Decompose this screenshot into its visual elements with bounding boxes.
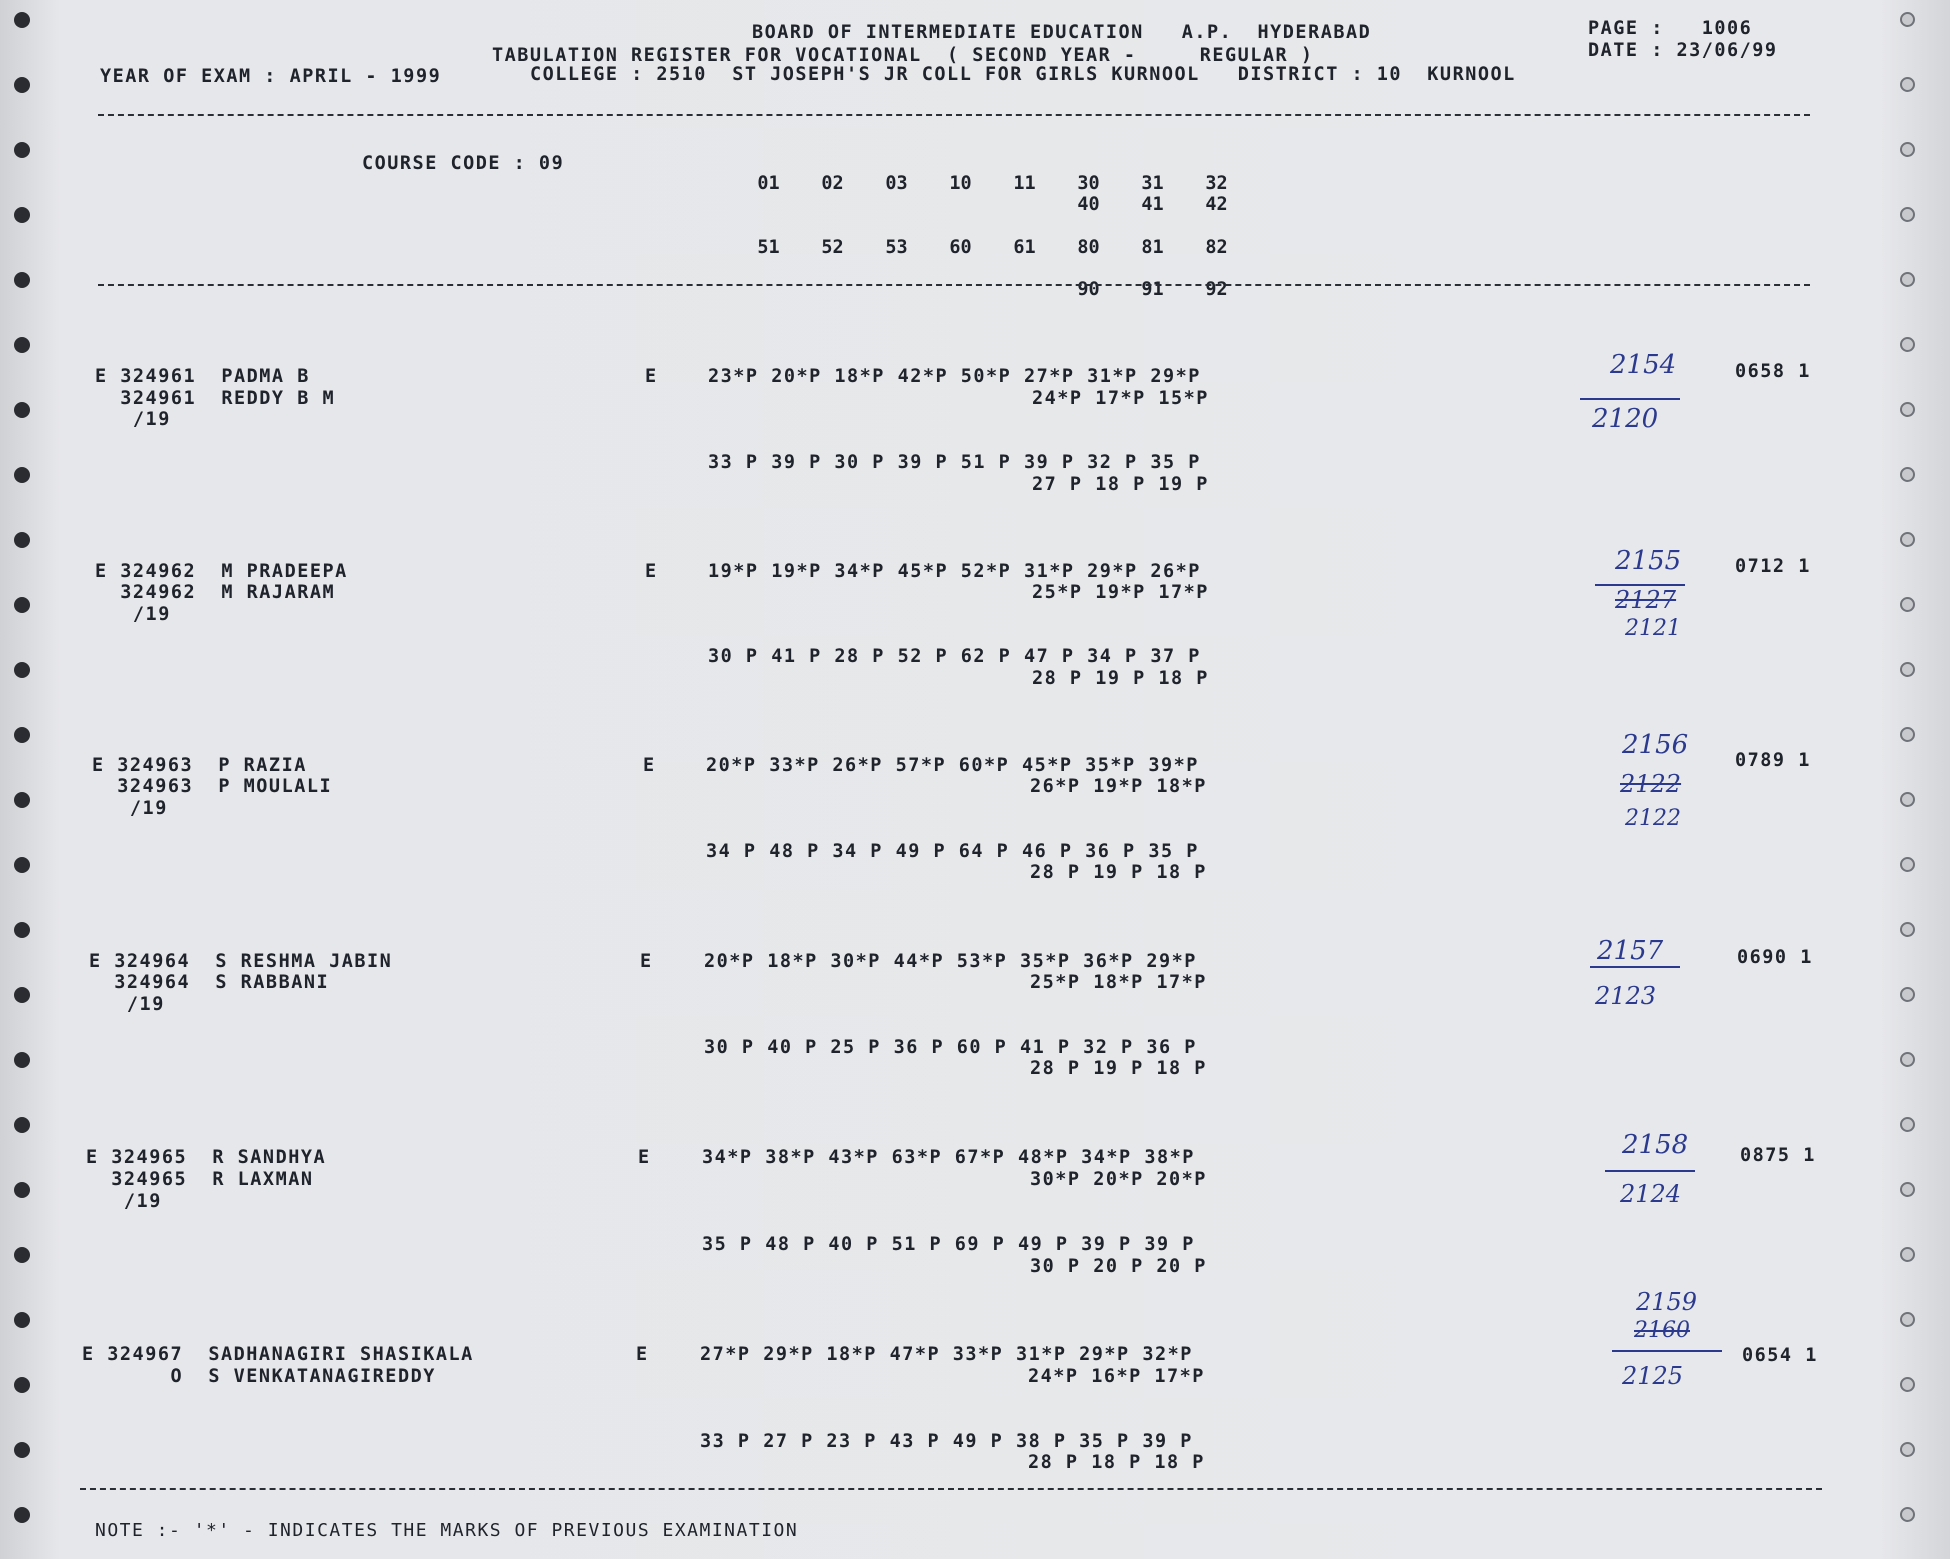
student-category: E [645, 366, 658, 387]
student-group: /19 [95, 409, 171, 430]
marks-row-1: 27*P 29*P 18*P 47*P 33*P 31*P 29*P 32*P [700, 1344, 1193, 1365]
feed-hole [14, 1442, 30, 1458]
feed-hole [1900, 402, 1915, 417]
total-result: 0690 1 [1737, 947, 1813, 968]
handwritten-number: 2154 [1610, 350, 1677, 380]
subject-code: 31 [1141, 173, 1164, 194]
handwritten-rule [1612, 1350, 1722, 1352]
feed-hole [1900, 662, 1915, 677]
student-category: E [636, 1344, 649, 1365]
feed-hole [1900, 142, 1915, 157]
feed-hole [14, 12, 30, 28]
marks-row-3: 33 P 27 P 23 P 43 P 49 P 38 P 35 P 39 P [700, 1431, 1193, 1452]
marks-row-1: 20*P 33*P 26*P 57*P 60*P 45*P 35*P 39*P [706, 755, 1199, 776]
subject-code: 40 [1077, 194, 1100, 215]
feed-hole [1900, 857, 1915, 872]
feed-hole [14, 337, 30, 353]
handwritten-number: 2155 [1615, 546, 1682, 576]
subject-code: 30 [1077, 173, 1100, 194]
subject-code: 51 [757, 237, 780, 258]
total-result: 0875 1 [1740, 1145, 1816, 1166]
feed-hole [14, 1052, 30, 1068]
student-id-name: E 324961 PADMA B [95, 366, 310, 387]
subject-code: 01 [757, 173, 780, 194]
feed-hole [1900, 1442, 1915, 1457]
marks-row-3: 34 P 48 P 34 P 49 P 64 P 46 P 36 P 35 P [706, 841, 1199, 862]
total-result: 0654 1 [1742, 1345, 1818, 1366]
subject-code: 81 [1141, 237, 1164, 258]
register-title: TABULATION REGISTER FOR VOCATIONAL ( SECOND YEAR - REGULAR ) [492, 45, 1314, 66]
feed-hole [14, 662, 30, 678]
feed-hole [1900, 1052, 1915, 1067]
feed-hole [14, 1377, 30, 1393]
feed-hole [14, 1247, 30, 1263]
feed-hole [1900, 1507, 1915, 1522]
subject-code: 02 [821, 173, 844, 194]
print-date: DATE : 23/06/99 [1588, 40, 1778, 61]
marks-row-2: 26*P 19*P 18*P [1030, 776, 1207, 797]
feed-hole [1900, 922, 1915, 937]
feed-hole [1900, 532, 1915, 547]
feed-hole [14, 922, 30, 938]
feed-hole [1900, 207, 1915, 222]
student-id-parent: 324965 R LAXMAN [86, 1169, 314, 1190]
subject-code: 91 [1141, 279, 1164, 300]
feed-hole [14, 207, 30, 223]
feed-hole [1900, 337, 1915, 352]
student-id-name: E 324965 R SANDHYA [86, 1147, 327, 1168]
subject-code: 10 [949, 173, 972, 194]
feed-hole [1900, 987, 1915, 1002]
student-id-name: E 324967 SADHANAGIRI SHASIKALA [82, 1344, 474, 1365]
feed-hole [1900, 1117, 1915, 1132]
feed-hole [1900, 1377, 1915, 1392]
feed-hole [1900, 597, 1915, 612]
subject-code: 82 [1205, 237, 1228, 258]
board-title: BOARD OF INTERMEDIATE EDUCATION A.P. HYDERABAD [752, 22, 1372, 43]
footer-divider [80, 1488, 1822, 1490]
student-group: /19 [89, 994, 165, 1015]
feed-hole [14, 597, 30, 613]
feed-hole [14, 1117, 30, 1133]
marks-row-3: 33 P 39 P 30 P 39 P 51 P 39 P 32 P 35 P [708, 452, 1201, 473]
feed-hole [14, 1312, 30, 1328]
handwritten-number: 2125 [1622, 1362, 1684, 1390]
footer-note: NOTE :- '*' - INDICATES THE MARKS OF PREVIOUS EXAMINATION [95, 1520, 799, 1541]
feed-hole [1900, 727, 1915, 742]
student-group: /19 [92, 798, 168, 819]
student-id-name: E 324964 S RESHMA JABIN [89, 951, 393, 972]
student-id-parent: 324964 S RABBANI [89, 972, 330, 993]
student-id-name: E 324962 M PRADEEPA [95, 561, 348, 582]
marks-row-1: 19*P 19*P 34*P 45*P 52*P 31*P 29*P 26*P [708, 561, 1201, 582]
handwritten-rule [1590, 966, 1680, 968]
feed-hole [1900, 792, 1915, 807]
marks-row-2: 25*P 19*P 17*P [1032, 582, 1209, 603]
handwritten-number: 2158 [1622, 1130, 1689, 1160]
handwritten-number: 2120 [1592, 404, 1659, 434]
handwritten-number: 2156 [1622, 730, 1689, 760]
subject-code: 41 [1141, 194, 1164, 215]
subject-code: 92 [1205, 279, 1228, 300]
marks-row-4: 28 P 18 P 18 P [1028, 1452, 1205, 1473]
marks-row-4: 28 P 19 P 18 P [1032, 668, 1209, 689]
student-category: E [638, 1147, 651, 1168]
handwritten-rule [1605, 1170, 1695, 1172]
handwritten-number: 2122 [1620, 770, 1682, 798]
marks-row-3: 30 P 40 P 25 P 36 P 60 P 41 P 32 P 36 P [704, 1037, 1197, 1058]
feed-hole [14, 272, 30, 288]
feed-hole [14, 532, 30, 548]
marks-row-3: 35 P 48 P 40 P 51 P 69 P 49 P 39 P 39 P [702, 1234, 1195, 1255]
feed-hole [14, 402, 30, 418]
subject-code: 11 [1013, 173, 1036, 194]
handwritten-number: 2160 [1634, 1318, 1690, 1343]
course-subjects-row4 [1012, 258, 1249, 321]
marks-row-2: 24*P 17*P 15*P [1032, 388, 1209, 409]
feed-hole [14, 1507, 30, 1523]
handwritten-number: 2157 [1597, 936, 1664, 966]
feed-hole [1900, 1247, 1915, 1262]
feed-hole [1900, 12, 1915, 27]
handwritten-number: 2123 [1595, 982, 1657, 1010]
total-result: 0712 1 [1735, 556, 1811, 577]
feed-hole [14, 987, 30, 1003]
subject-code: 60 [949, 237, 972, 258]
marks-row-2: 30*P 20*P 20*P [1030, 1169, 1207, 1190]
feed-hole [14, 77, 30, 93]
feed-hole [1900, 1312, 1915, 1327]
subject-code: 61 [1013, 237, 1036, 258]
feed-hole [1900, 272, 1915, 287]
student-id-parent: 324963 P MOULALI [92, 776, 333, 797]
subject-code: 42 [1205, 194, 1228, 215]
feed-hole [14, 857, 30, 873]
marks-row-1: 23*P 20*P 18*P 42*P 50*P 27*P 31*P 29*P [708, 366, 1201, 387]
handwritten-number: 2159 [1636, 1288, 1698, 1316]
student-group: /19 [95, 604, 171, 625]
feed-hole [14, 792, 30, 808]
student-id-name: E 324963 P RAZIA [92, 755, 307, 776]
feed-hole [1900, 1182, 1915, 1197]
exam-year: YEAR OF EXAM : APRIL - 1999 [100, 66, 442, 87]
handwritten-number: 2127 [1615, 586, 1677, 614]
subject-code: 80 [1077, 237, 1100, 258]
feed-hole [1900, 77, 1915, 92]
subject-code: 90 [1077, 279, 1100, 300]
subject-code: 32 [1205, 173, 1228, 194]
student-id-parent: 324962 M RAJARAM [95, 582, 336, 603]
marks-row-1: 34*P 38*P 43*P 63*P 67*P 48*P 34*P 38*P [702, 1147, 1195, 1168]
feed-hole [14, 1182, 30, 1198]
header-divider [98, 114, 1810, 116]
handwritten-number: 2124 [1620, 1180, 1682, 1208]
total-result: 0789 1 [1735, 750, 1811, 771]
marks-row-1: 20*P 18*P 30*P 44*P 53*P 35*P 36*P 29*P [704, 951, 1197, 972]
page-number: PAGE : 1006 [1588, 18, 1753, 39]
feed-hole [1900, 467, 1915, 482]
college-info: COLLEGE : 2510 ST JOSEPH'S JR COLL FOR GIRLS KURNOOL DISTRICT : 10 KURNOOL [530, 64, 1516, 85]
marks-row-2: 25*P 18*P 17*P [1030, 972, 1207, 993]
feed-hole [14, 467, 30, 483]
marks-row-3: 30 P 41 P 28 P 52 P 62 P 47 P 34 P 37 P [708, 646, 1201, 667]
student-category: E [645, 561, 658, 582]
handwritten-number: 2121 [1625, 616, 1681, 641]
marks-row-4: 27 P 18 P 19 P [1032, 474, 1209, 495]
subject-code: 53 [885, 237, 908, 258]
student-id-parent: 324961 REDDY B M [95, 388, 336, 409]
marks-row-4: 28 P 19 P 18 P [1030, 862, 1207, 883]
subject-code: 52 [821, 237, 844, 258]
subject-code: 03 [885, 173, 908, 194]
student-category: E [640, 951, 653, 972]
marks-row-2: 24*P 16*P 17*P [1028, 1366, 1205, 1387]
student-group: /19 [86, 1191, 162, 1212]
student-category: E [643, 755, 656, 776]
total-result: 0658 1 [1735, 361, 1811, 382]
course-divider [98, 284, 1810, 286]
handwritten-rule [1580, 398, 1680, 400]
course-code: COURSE CODE : 09 [362, 153, 565, 174]
feed-hole [14, 727, 30, 743]
marks-row-4: 30 P 20 P 20 P [1030, 1256, 1207, 1277]
handwritten-number: 2122 [1625, 806, 1681, 831]
student-id-parent: O S VENKATANAGIREDDY [82, 1366, 436, 1387]
feed-hole [14, 142, 30, 158]
marks-row-4: 28 P 19 P 18 P [1030, 1058, 1207, 1079]
